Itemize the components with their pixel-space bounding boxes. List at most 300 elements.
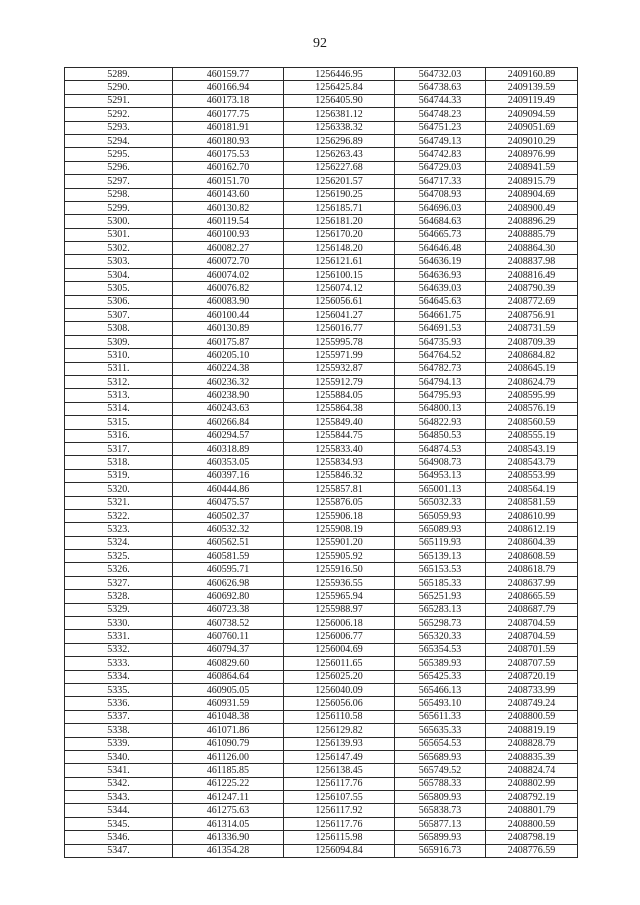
x2-coordinate-cell: 564738.63 [395,81,486,94]
table-row [65,416,578,429]
x2-coordinate-cell: 565354.53 [395,643,486,656]
x-coordinate-cell: 460794.37 [173,643,284,656]
y2-coordinate-cell: 2408553.99 [486,469,578,482]
x-coordinate-cell: 460236.32 [173,375,284,388]
point-number-cell: 5339. [65,737,173,750]
y-coordinate-cell: 1256338.32 [284,121,395,134]
x2-coordinate-cell: 564636.19 [395,255,486,268]
x2-coordinate-cell: 565635.33 [395,724,486,737]
y-coordinate-cell: 1256016.77 [284,322,395,335]
y2-coordinate-cell: 2408709.39 [486,335,578,348]
table-row [65,683,578,696]
point-number-cell: 5293. [65,121,173,134]
y2-coordinate-cell: 2408976.99 [486,148,578,161]
table-row [65,643,578,656]
y2-coordinate-cell: 2409051.69 [486,121,578,134]
y2-coordinate-cell: 2408618.79 [486,563,578,576]
table-row [65,375,578,388]
y2-coordinate-cell: 2408835.39 [486,750,578,763]
y2-coordinate-cell: 2408941.59 [486,161,578,174]
point-number-cell: 5317. [65,442,173,455]
y-coordinate-cell: 1255834.93 [284,456,395,469]
point-number-cell: 5320. [65,483,173,496]
x2-coordinate-cell: 565809.93 [395,791,486,804]
x-coordinate-cell: 460181.91 [173,121,284,134]
x2-coordinate-cell: 565320.33 [395,630,486,643]
x-coordinate-cell: 461275.63 [173,804,284,817]
x-coordinate-cell: 460130.82 [173,201,284,214]
point-number-cell: 5330. [65,617,173,630]
table-row [65,201,578,214]
y2-coordinate-cell: 2408684.82 [486,349,578,362]
table-row [65,831,578,844]
point-number-cell: 5326. [65,563,173,576]
y-coordinate-cell: 1255912.79 [284,375,395,388]
table-row [65,536,578,549]
point-number-cell: 5314. [65,402,173,415]
x-coordinate-cell: 460159.77 [173,68,284,81]
y-coordinate-cell: 1256115.98 [284,831,395,844]
x2-coordinate-cell: 564645.63 [395,295,486,308]
x-coordinate-cell: 460100.44 [173,309,284,322]
y2-coordinate-cell: 2409139.59 [486,81,578,94]
y-coordinate-cell: 1256148.20 [284,242,395,255]
x-coordinate-cell: 460760.11 [173,630,284,643]
y2-coordinate-cell: 2408731.59 [486,322,578,335]
x-coordinate-cell: 460532.32 [173,523,284,536]
y-coordinate-cell: 1256181.20 [284,215,395,228]
x2-coordinate-cell: 564782.73 [395,362,486,375]
y-coordinate-cell: 1256074.12 [284,282,395,295]
y2-coordinate-cell: 2409094.59 [486,108,578,121]
y-coordinate-cell: 1256110.58 [284,710,395,723]
x2-coordinate-cell: 564822.93 [395,416,486,429]
point-number-cell: 5299. [65,201,173,214]
x2-coordinate-cell: 565493.10 [395,697,486,710]
table-row [65,550,578,563]
point-number-cell: 5333. [65,657,173,670]
point-number-cell: 5309. [65,335,173,348]
point-number-cell: 5297. [65,175,173,188]
point-number-cell: 5331. [65,630,173,643]
y-coordinate-cell: 1256170.20 [284,228,395,241]
y-coordinate-cell: 1256201.57 [284,175,395,188]
x2-coordinate-cell: 565654.53 [395,737,486,750]
x2-coordinate-cell: 564665.73 [395,228,486,241]
x2-coordinate-cell: 564696.03 [395,201,486,214]
y-coordinate-cell: 1256147.49 [284,750,395,763]
table-row [65,442,578,455]
x-coordinate-cell: 461336.90 [173,831,284,844]
y-coordinate-cell: 1256011.65 [284,657,395,670]
y2-coordinate-cell: 2409010.29 [486,134,578,147]
table-row [65,523,578,536]
point-number-cell: 5311. [65,362,173,375]
x-coordinate-cell: 460444.86 [173,483,284,496]
x2-coordinate-cell: 565153.53 [395,563,486,576]
y2-coordinate-cell: 2408581.59 [486,496,578,509]
x-coordinate-cell: 460626.98 [173,576,284,589]
y-coordinate-cell: 1256425.84 [284,81,395,94]
point-number-cell: 5307. [65,309,173,322]
table-row [65,764,578,777]
x2-coordinate-cell: 565749.52 [395,764,486,777]
point-number-cell: 5302. [65,242,173,255]
y-coordinate-cell: 1256041.27 [284,309,395,322]
y2-coordinate-cell: 2408792.19 [486,791,578,804]
x2-coordinate-cell: 565032.33 [395,496,486,509]
table-row [65,134,578,147]
x-coordinate-cell: 460723.38 [173,603,284,616]
x2-coordinate-cell: 565001.13 [395,483,486,496]
x2-coordinate-cell: 565185.33 [395,576,486,589]
x2-coordinate-cell: 565916.73 [395,844,486,857]
table-row [65,844,578,857]
y-coordinate-cell: 1255849.40 [284,416,395,429]
x-coordinate-cell: 460151.70 [173,175,284,188]
table-row [65,282,578,295]
point-number-cell: 5328. [65,590,173,603]
point-number-cell: 5294. [65,134,173,147]
x2-coordinate-cell: 564646.48 [395,242,486,255]
x-coordinate-cell: 460074.02 [173,268,284,281]
x2-coordinate-cell: 565425.33 [395,670,486,683]
y2-coordinate-cell: 2408772.69 [486,295,578,308]
point-number-cell: 5291. [65,94,173,107]
y2-coordinate-cell: 2408756.91 [486,309,578,322]
y-coordinate-cell: 1256094.84 [284,844,395,857]
point-number-cell: 5346. [65,831,173,844]
y2-coordinate-cell: 2408645.19 [486,362,578,375]
point-number-cell: 5336. [65,697,173,710]
x2-coordinate-cell: 564732.03 [395,68,486,81]
point-number-cell: 5335. [65,683,173,696]
x2-coordinate-cell: 565838.73 [395,804,486,817]
x2-coordinate-cell: 564742.83 [395,148,486,161]
x-coordinate-cell: 461090.79 [173,737,284,750]
x-coordinate-cell: 461247.11 [173,791,284,804]
x2-coordinate-cell: 564953.13 [395,469,486,482]
y-coordinate-cell: 1255846.32 [284,469,395,482]
x-coordinate-cell: 460177.75 [173,108,284,121]
point-number-cell: 5310. [65,349,173,362]
y2-coordinate-cell: 2408595.99 [486,389,578,402]
y-coordinate-cell: 1256381.12 [284,108,395,121]
point-number-cell: 5301. [65,228,173,241]
x-coordinate-cell: 461225.22 [173,777,284,790]
point-number-cell: 5329. [65,603,173,616]
table-row [65,215,578,228]
table-row [65,630,578,643]
table-row [65,469,578,482]
x-coordinate-cell: 460266.84 [173,416,284,429]
table-row [65,429,578,442]
x-coordinate-cell: 460173.18 [173,94,284,107]
table-row [65,817,578,830]
y-coordinate-cell: 1256040.09 [284,683,395,696]
x2-coordinate-cell: 565611.33 [395,710,486,723]
point-number-cell: 5345. [65,817,173,830]
x2-coordinate-cell: 564748.23 [395,108,486,121]
x-coordinate-cell: 460353.05 [173,456,284,469]
point-number-cell: 5313. [65,389,173,402]
x-coordinate-cell: 460180.93 [173,134,284,147]
x2-coordinate-cell: 564729.03 [395,161,486,174]
x2-coordinate-cell: 564717.33 [395,175,486,188]
table-row [65,697,578,710]
point-number-cell: 5303. [65,255,173,268]
x-coordinate-cell: 460224.38 [173,362,284,375]
table-row [65,402,578,415]
table-row [65,228,578,241]
table-row [65,94,578,107]
table-row [65,148,578,161]
y-coordinate-cell: 1255901.20 [284,536,395,549]
y2-coordinate-cell: 2409119.49 [486,94,578,107]
x2-coordinate-cell: 565389.93 [395,657,486,670]
point-number-cell: 5290. [65,81,173,94]
x2-coordinate-cell: 565877.13 [395,817,486,830]
y2-coordinate-cell: 2408801.79 [486,804,578,817]
point-number-cell: 5315. [65,416,173,429]
x2-coordinate-cell: 565059.93 [395,509,486,522]
table-row [65,309,578,322]
x2-coordinate-cell: 565139.13 [395,550,486,563]
point-number-cell: 5344. [65,804,173,817]
x-coordinate-cell: 460238.90 [173,389,284,402]
y-coordinate-cell: 1256405.90 [284,94,395,107]
y-coordinate-cell: 1256121.61 [284,255,395,268]
y2-coordinate-cell: 2408704.59 [486,617,578,630]
x-coordinate-cell: 461185.85 [173,764,284,777]
y-coordinate-cell: 1256117.76 [284,817,395,830]
y-coordinate-cell: 1256117.92 [284,804,395,817]
y-coordinate-cell: 1256129.82 [284,724,395,737]
y-coordinate-cell: 1255988.97 [284,603,395,616]
y-coordinate-cell: 1256107.55 [284,791,395,804]
table-row [65,576,578,589]
table-row [65,509,578,522]
table-row [65,161,578,174]
point-number-cell: 5342. [65,777,173,790]
y2-coordinate-cell: 2408900.49 [486,201,578,214]
table-row [65,563,578,576]
table-row [65,710,578,723]
table-row [65,81,578,94]
y2-coordinate-cell: 2408543.79 [486,456,578,469]
x-coordinate-cell: 460502.37 [173,509,284,522]
x-coordinate-cell: 461048.38 [173,710,284,723]
y-coordinate-cell: 1256190.25 [284,188,395,201]
point-number-cell: 5321. [65,496,173,509]
point-number-cell: 5305. [65,282,173,295]
table-row [65,804,578,817]
point-number-cell: 5337. [65,710,173,723]
x2-coordinate-cell: 565283.13 [395,603,486,616]
x-coordinate-cell: 460318.89 [173,442,284,455]
y2-coordinate-cell: 2408610.99 [486,509,578,522]
y2-coordinate-cell: 2408576.19 [486,402,578,415]
table-row [65,68,578,81]
point-number-cell: 5304. [65,268,173,281]
coordinates-table-body [65,68,578,858]
x-coordinate-cell: 461126.00 [173,750,284,763]
point-number-cell: 5292. [65,108,173,121]
y-coordinate-cell: 1255908.19 [284,523,395,536]
y-coordinate-cell: 1255905.92 [284,550,395,563]
x2-coordinate-cell: 564636.93 [395,268,486,281]
y-coordinate-cell: 1256138.45 [284,764,395,777]
x-coordinate-cell: 460072.70 [173,255,284,268]
y-coordinate-cell: 1256185.71 [284,201,395,214]
x-coordinate-cell: 460100.93 [173,228,284,241]
table-row [65,750,578,763]
x2-coordinate-cell: 565119.93 [395,536,486,549]
table-row [65,242,578,255]
point-number-cell: 5324. [65,536,173,549]
table-row [65,389,578,402]
y2-coordinate-cell: 2408701.59 [486,643,578,656]
x2-coordinate-cell: 565251.93 [395,590,486,603]
table-row [65,362,578,375]
y-coordinate-cell: 1256006.77 [284,630,395,643]
coordinates-table [64,67,578,858]
y2-coordinate-cell: 2408790.39 [486,282,578,295]
y-coordinate-cell: 1256004.69 [284,643,395,656]
y-coordinate-cell: 1256100.15 [284,268,395,281]
y2-coordinate-cell: 2408637.99 [486,576,578,589]
y-coordinate-cell: 1255876.05 [284,496,395,509]
x-coordinate-cell: 460175.53 [173,148,284,161]
table-row [65,590,578,603]
x-coordinate-cell: 460243.63 [173,402,284,415]
x2-coordinate-cell: 565466.13 [395,683,486,696]
x-coordinate-cell: 461314.05 [173,817,284,830]
x-coordinate-cell: 460475.57 [173,496,284,509]
table-row [65,737,578,750]
point-number-cell: 5340. [65,750,173,763]
table-row [65,349,578,362]
point-number-cell: 5306. [65,295,173,308]
x2-coordinate-cell: 564795.93 [395,389,486,402]
x2-coordinate-cell: 564639.03 [395,282,486,295]
y2-coordinate-cell: 2408824.74 [486,764,578,777]
table-row [65,657,578,670]
y2-coordinate-cell: 2408885.79 [486,228,578,241]
y2-coordinate-cell: 2408904.69 [486,188,578,201]
y-coordinate-cell: 1255965.94 [284,590,395,603]
x2-coordinate-cell: 564691.53 [395,322,486,335]
x2-coordinate-cell: 565788.33 [395,777,486,790]
y2-coordinate-cell: 2408687.79 [486,603,578,616]
table-row [65,617,578,630]
x2-coordinate-cell: 564744.33 [395,94,486,107]
table-row [65,791,578,804]
y2-coordinate-cell: 2408733.99 [486,683,578,696]
x-coordinate-cell: 460082.27 [173,242,284,255]
y-coordinate-cell: 1256227.68 [284,161,395,174]
x2-coordinate-cell: 564749.13 [395,134,486,147]
y2-coordinate-cell: 2409160.89 [486,68,578,81]
y-coordinate-cell: 1256446.95 [284,68,395,81]
y2-coordinate-cell: 2408802.99 [486,777,578,790]
x2-coordinate-cell: 564661.75 [395,309,486,322]
y-coordinate-cell: 1255932.87 [284,362,395,375]
y2-coordinate-cell: 2408864.30 [486,242,578,255]
y-coordinate-cell: 1256296.89 [284,134,395,147]
y2-coordinate-cell: 2408816.49 [486,268,578,281]
x2-coordinate-cell: 565689.93 [395,750,486,763]
y2-coordinate-cell: 2408819.19 [486,724,578,737]
table-row [65,295,578,308]
x-coordinate-cell: 460175.87 [173,335,284,348]
x2-coordinate-cell: 565298.73 [395,617,486,630]
y-coordinate-cell: 1255857.81 [284,483,395,496]
y2-coordinate-cell: 2408707.59 [486,657,578,670]
y2-coordinate-cell: 2408915.79 [486,175,578,188]
table-row [65,268,578,281]
y-coordinate-cell: 1255936.55 [284,576,395,589]
point-number-cell: 5327. [65,576,173,589]
point-number-cell: 5347. [65,844,173,857]
table-row [65,456,578,469]
table-row [65,724,578,737]
x-coordinate-cell: 460864.64 [173,670,284,683]
table-row [65,335,578,348]
y-coordinate-cell: 1255971.99 [284,349,395,362]
x-coordinate-cell: 460829.60 [173,657,284,670]
y-coordinate-cell: 1256139.93 [284,737,395,750]
y-coordinate-cell: 1255833.40 [284,442,395,455]
y-coordinate-cell: 1256117.76 [284,777,395,790]
point-number-cell: 5341. [65,764,173,777]
table-row [65,603,578,616]
y-coordinate-cell: 1256263.43 [284,148,395,161]
table-row [65,255,578,268]
y-coordinate-cell: 1256025.20 [284,670,395,683]
point-number-cell: 5308. [65,322,173,335]
y2-coordinate-cell: 2408604.39 [486,536,578,549]
x-coordinate-cell: 460076.82 [173,282,284,295]
point-number-cell: 5334. [65,670,173,683]
x-coordinate-cell: 460166.94 [173,81,284,94]
point-number-cell: 5343. [65,791,173,804]
y2-coordinate-cell: 2408608.59 [486,550,578,563]
point-number-cell: 5318. [65,456,173,469]
x-coordinate-cell: 460562.51 [173,536,284,549]
table-row [65,108,578,121]
y-coordinate-cell: 1256006.18 [284,617,395,630]
point-number-cell: 5332. [65,643,173,656]
x-coordinate-cell: 460162.70 [173,161,284,174]
x2-coordinate-cell: 565089.93 [395,523,486,536]
x2-coordinate-cell: 564850.53 [395,429,486,442]
y2-coordinate-cell: 2408800.59 [486,710,578,723]
x2-coordinate-cell: 564708.93 [395,188,486,201]
y2-coordinate-cell: 2408837.98 [486,255,578,268]
y-coordinate-cell: 1255864.38 [284,402,395,415]
point-number-cell: 5289. [65,68,173,81]
point-number-cell: 5338. [65,724,173,737]
y-coordinate-cell: 1255844.75 [284,429,395,442]
x-coordinate-cell: 460083.90 [173,295,284,308]
x2-coordinate-cell: 565899.93 [395,831,486,844]
y2-coordinate-cell: 2408828.79 [486,737,578,750]
point-number-cell: 5295. [65,148,173,161]
x-coordinate-cell: 460738.52 [173,617,284,630]
y-coordinate-cell: 1255995.78 [284,335,395,348]
y2-coordinate-cell: 2408704.59 [486,630,578,643]
